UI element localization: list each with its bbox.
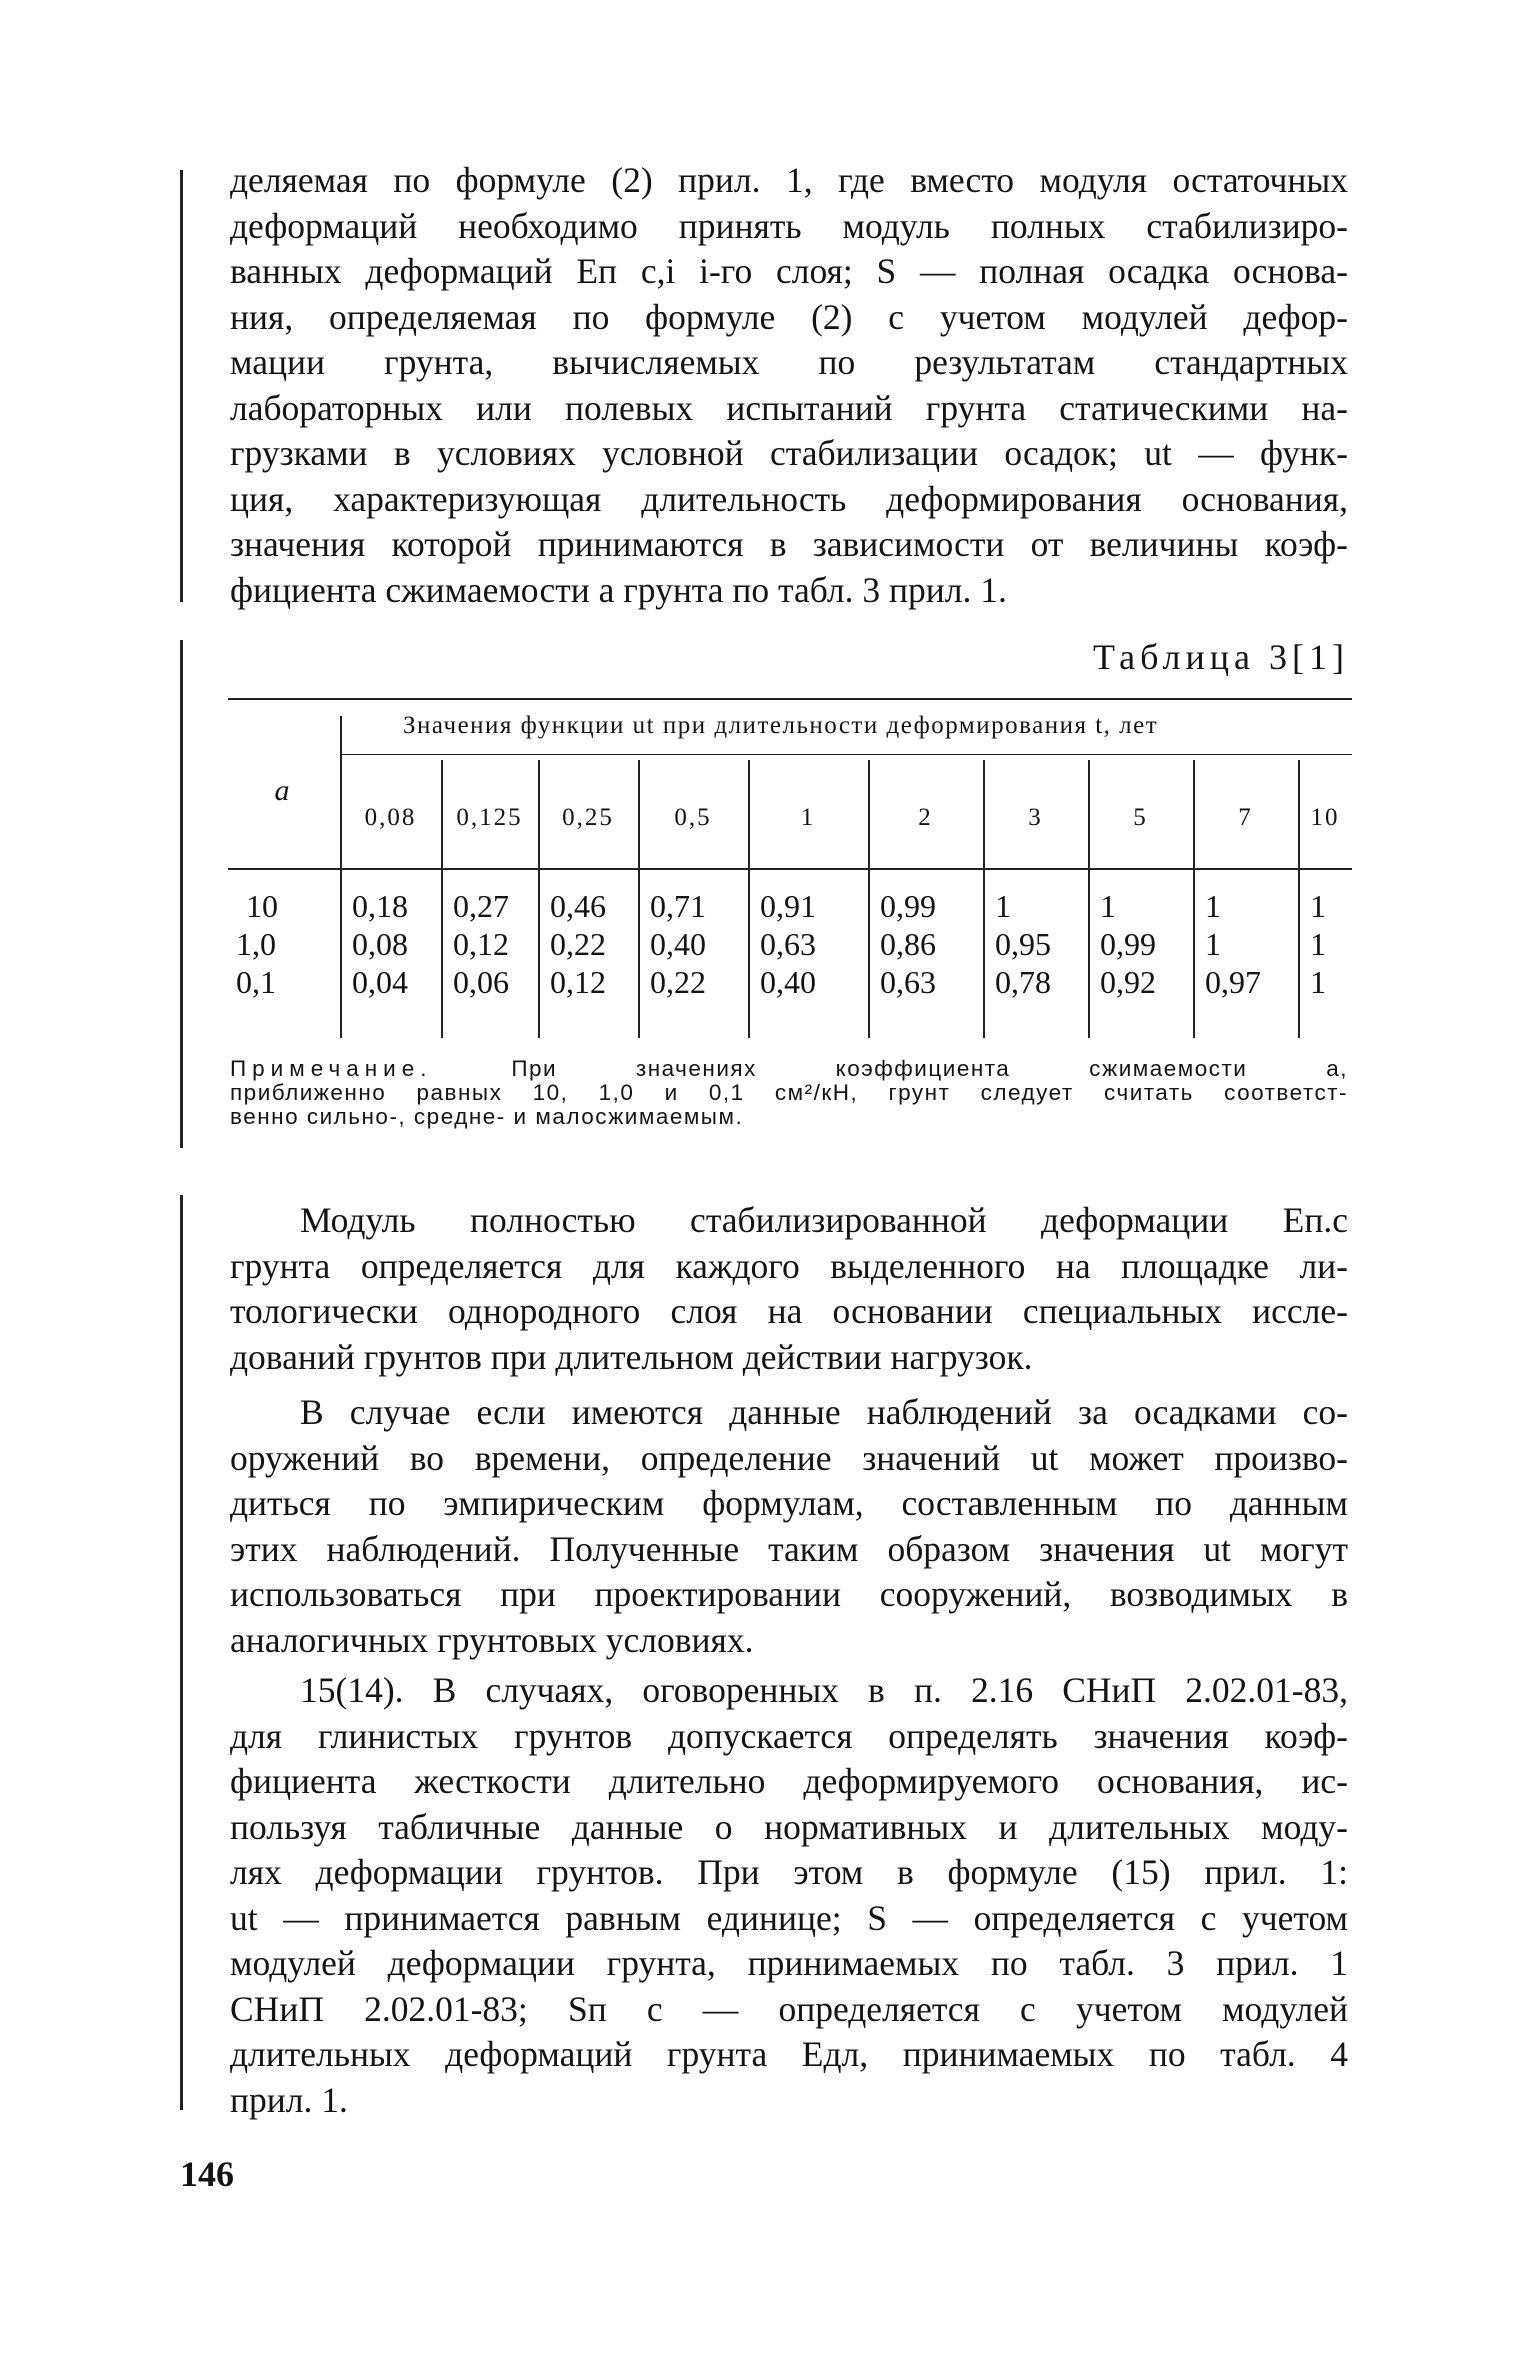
text-line: ванных деформаций Eп с,i i-го слоя; S — полная осадка основа- bbox=[230, 251, 1348, 291]
table-cell: 1 bbox=[1310, 926, 1326, 962]
paragraph-3 bbox=[230, 1390, 1348, 1663]
text-line: фициента жесткости длительно деформируемого основания, ис- bbox=[230, 1761, 1348, 1801]
column-header: 7 bbox=[1238, 804, 1253, 831]
table-cell: 0,97 bbox=[1205, 964, 1261, 1000]
table-cell: 1 bbox=[1100, 888, 1116, 924]
column-divider bbox=[441, 760, 443, 1038]
column-divider bbox=[1193, 760, 1195, 1038]
text-line: прил. 1. bbox=[230, 2079, 348, 2120]
text-line: оружений во времени, определение значений ut может произво- bbox=[230, 1437, 1348, 1478]
table-cell: 0,04 bbox=[352, 964, 408, 1000]
column-header: 0,08 bbox=[364, 804, 417, 831]
column-header: 3 bbox=[1028, 804, 1043, 831]
text-line: диться по эмпирическим формулам, составленным по данным bbox=[230, 1483, 1348, 1523]
column-header: 0,125 bbox=[456, 804, 523, 831]
table-cell: 0,86 bbox=[880, 926, 936, 962]
row-label: 1,0 bbox=[236, 926, 276, 962]
table-title: Таблица 3[1] bbox=[1093, 637, 1349, 677]
table-cell: 0,27 bbox=[453, 888, 509, 924]
column-header: 10 bbox=[1310, 804, 1340, 831]
text-line: Модуль полностью стабилизированной деформации Eп.с bbox=[300, 1200, 1348, 1240]
note-text: При значениях коэффициента сжимаемости a, bbox=[511, 1056, 1348, 1081]
column-divider bbox=[538, 760, 540, 1038]
table-cell: 0,95 bbox=[995, 926, 1051, 962]
table-cell: 0,18 bbox=[352, 888, 408, 924]
table-cell: 0,40 bbox=[650, 926, 706, 962]
table-cell: 1 bbox=[1310, 888, 1326, 924]
text-line: фициента сжимаемости a грунта по табл. 3 прил. 1. bbox=[230, 569, 1007, 610]
text-line: тологически однородного слоя на основании специальных иссле- bbox=[230, 1291, 1348, 1331]
note-label: Примечание. bbox=[230, 1056, 433, 1081]
page-number: 146 bbox=[180, 2154, 234, 2194]
text-line: мации грунта, вычисляемых по результатам стандартных bbox=[230, 342, 1348, 382]
column-header: 1 bbox=[800, 804, 816, 831]
text-line: ния, определяемая по формуле (2) с учетом модулей дефор- bbox=[230, 296, 1348, 337]
column-divider bbox=[983, 760, 985, 1038]
text-line: деляемая по формуле (2) прил. 1, где вместо модуля остаточных bbox=[230, 160, 1348, 200]
text-line: длительных деформаций грунта Eдл, принимаемых по табл. 4 bbox=[230, 2034, 1348, 2074]
table-cell: 0,71 bbox=[650, 888, 706, 924]
table-cell: 0,12 bbox=[550, 964, 606, 1000]
table-cell: 0,12 bbox=[453, 926, 509, 962]
table-rule-top bbox=[228, 698, 1352, 700]
table-cell: 0,63 bbox=[880, 964, 936, 1000]
text-line: дований грунтов при длительном действии нагрузок. bbox=[230, 1336, 1033, 1377]
table-rule-group bbox=[340, 754, 1352, 755]
table-cell: 0,40 bbox=[760, 964, 816, 1000]
table-cell: 1 bbox=[1205, 926, 1221, 962]
data-table bbox=[228, 698, 1352, 1038]
table-cell: 0,22 bbox=[550, 926, 606, 962]
text-line: В случае если имеются данные наблюдений за осадками со- bbox=[300, 1392, 1348, 1432]
text-line: грунта определяется для каждого выделенного на площадке ли- bbox=[230, 1245, 1348, 1286]
text-line: этих наблюдений. Полученные таким образом значения ut могут bbox=[230, 1528, 1348, 1569]
row-label: 0,1 bbox=[236, 964, 276, 1000]
table-cell: 1 bbox=[1205, 888, 1221, 924]
margin-bar-bottom bbox=[180, 1195, 183, 2110]
note-line bbox=[230, 1057, 1348, 1081]
table-cell: 0,22 bbox=[650, 964, 706, 1000]
column-header: 0,25 bbox=[562, 804, 614, 831]
text-line: модулей деформации грунта, принимаемых по табл. 3 прил. 1 bbox=[230, 1943, 1348, 1983]
table-cell: 1 bbox=[995, 888, 1011, 924]
column-header: 5 bbox=[1133, 804, 1148, 831]
table-cell: 0,91 bbox=[760, 888, 816, 924]
text-line: ut — принимается равным единице; S — определяется с учетом bbox=[230, 1897, 1348, 1938]
table-note bbox=[230, 1057, 1348, 1129]
margin-bar-top bbox=[180, 170, 183, 602]
table-cell: 0,92 bbox=[1100, 964, 1156, 1000]
margin-bar-middle bbox=[180, 640, 183, 1148]
text-line: 15(14). В случаях, оговоренных в п. 2.16 СНиП 2.02.01-83, bbox=[300, 1670, 1348, 1710]
table-cell: 0,46 bbox=[550, 888, 606, 924]
text-line: для глинистых грунтов допускается определять значения коэф- bbox=[230, 1715, 1348, 1756]
table-cell: 0,06 bbox=[453, 964, 509, 1000]
row-header: a bbox=[274, 774, 292, 807]
column-divider bbox=[748, 760, 750, 1038]
column-divider bbox=[1298, 760, 1300, 1038]
table-cell: 0,99 bbox=[880, 888, 936, 924]
table-cell: 0,99 bbox=[1100, 926, 1156, 962]
text-line: лабораторных или полевых испытаний грунта статическими на- bbox=[230, 387, 1348, 428]
column-divider bbox=[638, 760, 640, 1038]
text-line: СНиП 2.02.01-83; Sп с — определяется с учетом модулей bbox=[230, 1988, 1348, 2029]
table-rule-header bbox=[228, 868, 1352, 870]
table-cell: 0,63 bbox=[760, 926, 816, 962]
text-line: использоваться при проектировании сооружений, возводимых в bbox=[230, 1574, 1348, 1614]
text-line: значения которой принимаются в зависимости от величины коэф- bbox=[230, 524, 1348, 564]
text-line: лях деформации грунтов. При этом в формуле (15) прил. 1: bbox=[230, 1852, 1348, 1892]
column-divider bbox=[868, 760, 870, 1038]
paragraph-2 bbox=[230, 1198, 1348, 1380]
table-cell: 1 bbox=[1310, 964, 1326, 1000]
text-line: грузками в условиях условной стабилизации осадок; ut — функ- bbox=[230, 433, 1348, 473]
note-line: венно сильно-, средне- и малосжимаемым. bbox=[230, 1104, 744, 1129]
text-line: ция, характеризующая длительность деформирования основания, bbox=[230, 478, 1348, 519]
text-line: аналогичных грунтовых условиях. bbox=[230, 1619, 754, 1660]
text-line: деформаций необходимо принять модуль полных стабилизиро- bbox=[230, 205, 1348, 246]
row-label: 10 bbox=[246, 888, 278, 924]
column-header: 0,5 bbox=[674, 804, 712, 831]
text-line: пользуя табличные данные о нормативных и длительных моду- bbox=[230, 1806, 1348, 1847]
group-header: Значения функции ut при длительности деформирования t, лет bbox=[403, 712, 1159, 739]
paragraph-1 bbox=[230, 158, 1348, 613]
column-divider bbox=[1088, 760, 1090, 1038]
note-line: приближенно равных 10, 1,0 и 0,1 см²/кН, грунт следует считать соответст- bbox=[230, 1080, 1348, 1105]
table-cell: 0,08 bbox=[352, 926, 408, 962]
paragraph-4 bbox=[230, 1668, 1348, 2123]
column-header: 2 bbox=[918, 804, 933, 831]
table-cell: 0,78 bbox=[995, 964, 1051, 1000]
